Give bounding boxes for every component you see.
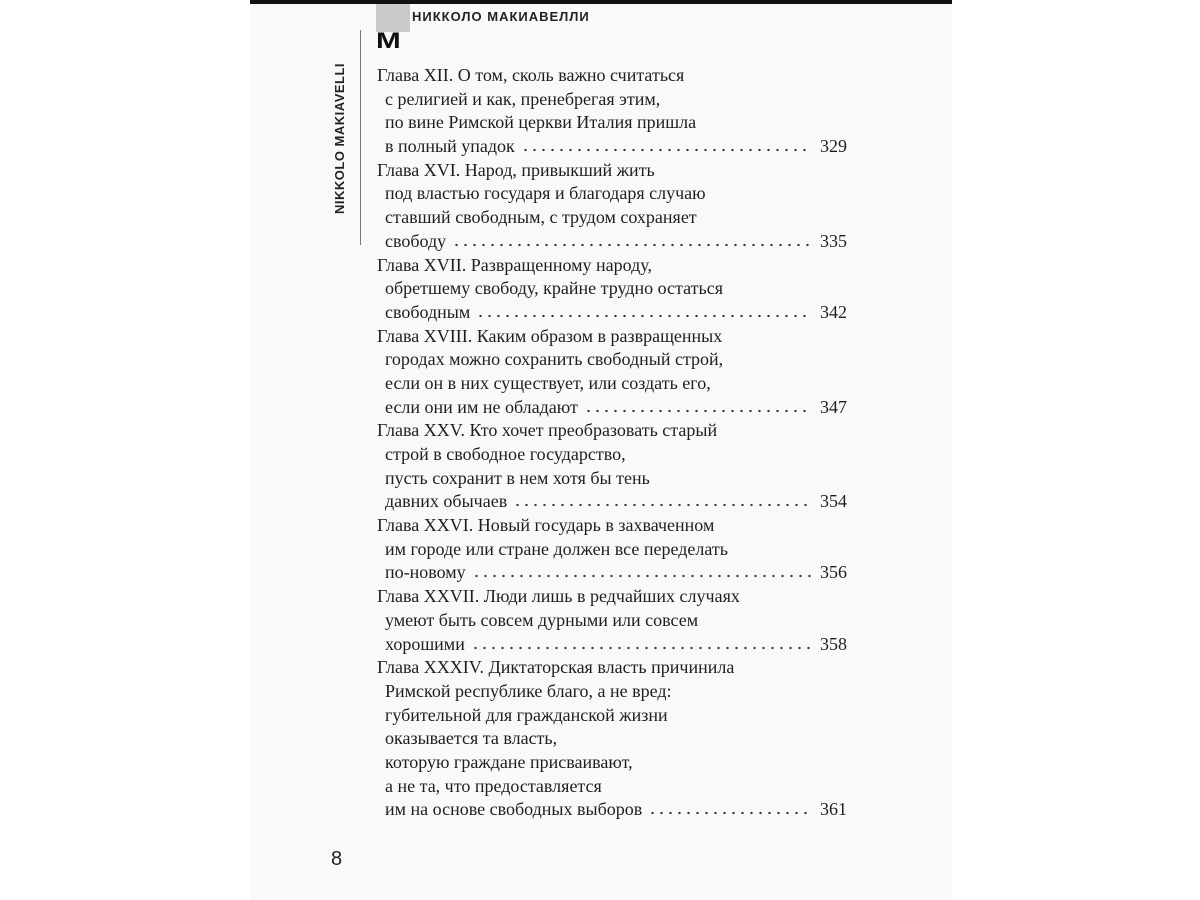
toc-line-text: им на основе свободных выборов bbox=[385, 799, 643, 820]
toc-entry-line bbox=[377, 182, 847, 206]
toc-line-text: Глава XXV. Кто хочет преобразовать старый bbox=[377, 420, 718, 441]
toc-line-text: Глава XXVI. Новый государь в захваченном bbox=[377, 515, 715, 536]
dot-leader bbox=[648, 811, 812, 815]
toc-line-text: губительной для гражданской жизни bbox=[385, 704, 668, 725]
toc-entry-line bbox=[377, 490, 847, 514]
toc-entry-line bbox=[377, 798, 847, 822]
toc-entry bbox=[377, 514, 847, 585]
toc-page-number: 347 bbox=[820, 396, 847, 417]
toc-entry-line bbox=[377, 467, 847, 491]
toc-entry-line bbox=[377, 727, 847, 751]
toc-entry-line bbox=[377, 348, 847, 372]
toc-entry bbox=[377, 585, 847, 656]
toc-entry-heading-line bbox=[377, 159, 847, 183]
toc-entry-line bbox=[377, 561, 847, 585]
toc-page-number: 356 bbox=[820, 562, 847, 583]
dot-leader bbox=[513, 503, 812, 507]
page-number: 8 bbox=[331, 848, 343, 870]
toc-entry-line bbox=[377, 372, 847, 396]
toc-entry bbox=[377, 254, 847, 325]
toc-entry-line bbox=[377, 538, 847, 562]
toc-line-text: умеют быть совсем дурными или совсем bbox=[385, 609, 699, 630]
toc-entry-line bbox=[377, 230, 847, 254]
dot-leader bbox=[521, 148, 812, 152]
toc-line-text: с религией и как, пренебрегая этим, bbox=[385, 88, 661, 109]
toc-entry-heading-line bbox=[377, 585, 847, 609]
toc-entry-heading-line bbox=[377, 514, 847, 538]
toc-line-text: хорошими bbox=[385, 633, 465, 654]
toc-line-text: по-новому bbox=[385, 562, 466, 583]
toc-page-number: 361 bbox=[820, 799, 847, 820]
toc-page-number: 335 bbox=[820, 230, 847, 251]
toc-line-text: Глава XXXIV. Диктаторская власть причинила bbox=[377, 657, 735, 678]
toc-line-text: ставший свободным, с трудом сохраняет bbox=[385, 207, 697, 228]
spine-divider bbox=[360, 30, 361, 245]
toc-entry-line bbox=[377, 609, 847, 633]
top-rule bbox=[250, 0, 952, 4]
toc-line-text: по вине Римской церкви Италия пришла bbox=[385, 112, 697, 133]
toc-entry bbox=[377, 159, 847, 254]
toc-line-text: им городе или стране должен все переделать bbox=[385, 538, 728, 559]
toc-entry-line bbox=[377, 88, 847, 112]
toc-line-text: если они им не обладают bbox=[385, 396, 578, 417]
toc-entry-line bbox=[377, 751, 847, 775]
dot-leader bbox=[584, 409, 812, 413]
toc-entry-heading-line bbox=[377, 64, 847, 88]
running-head: НИККОЛО МАКИАВЕЛЛИ bbox=[412, 9, 590, 24]
toc-line-text: давних обычаев bbox=[385, 491, 508, 512]
table-of-contents bbox=[377, 64, 847, 822]
toc-entry-line bbox=[377, 443, 847, 467]
toc-entry-line bbox=[377, 135, 847, 159]
toc-entry-heading-line bbox=[377, 325, 847, 349]
toc-entry-line bbox=[377, 206, 847, 230]
toc-entry-line bbox=[377, 680, 847, 704]
toc-line-text: пусть сохранит в нем хотя бы тень bbox=[385, 467, 650, 488]
toc-entry-line bbox=[377, 633, 847, 657]
toc-line-text: строй в свободное государство, bbox=[385, 444, 626, 464]
dot-leader bbox=[471, 646, 812, 650]
toc-entry-line bbox=[377, 277, 847, 301]
toc-line-text: оказывается та власть, bbox=[385, 728, 558, 749]
toc-entry-heading-line bbox=[377, 656, 847, 680]
toc-line-text: городах можно сохранить свободный строй, bbox=[385, 349, 724, 370]
toc-line-text: а не та, что предоставляется bbox=[385, 775, 602, 796]
toc-entry-line bbox=[377, 111, 847, 135]
toc-entry bbox=[377, 656, 847, 822]
toc-line-text: Глава XVIII. Каким образом в развращенных bbox=[377, 325, 723, 346]
toc-page-number: 329 bbox=[820, 136, 847, 157]
toc-line-text: в полный упадок bbox=[385, 136, 515, 157]
toc-entry-line bbox=[377, 775, 847, 799]
toc-entry-heading-line bbox=[377, 254, 847, 278]
toc-entry-heading-line bbox=[377, 419, 847, 443]
toc-page-number: 342 bbox=[820, 301, 847, 322]
logo-letter: M bbox=[376, 28, 401, 53]
toc-line-text: обретшему свободу, крайне трудно остаться bbox=[385, 278, 724, 299]
toc-line-text: которую граждане присваивают, bbox=[385, 751, 633, 772]
dot-leader bbox=[452, 243, 812, 247]
toc-page-number: 354 bbox=[820, 491, 847, 512]
toc-line-text: Глава XII. О том, сколь важно считаться bbox=[377, 65, 685, 85]
toc-line-text: Глава XVII. Развращенному народу, bbox=[377, 254, 652, 275]
toc-entry-line bbox=[377, 396, 847, 420]
dot-leader bbox=[476, 314, 812, 318]
toc-entry-line bbox=[377, 704, 847, 728]
toc-line-text: свободу bbox=[385, 230, 447, 251]
dot-leader bbox=[472, 574, 812, 578]
toc-page-number: 358 bbox=[820, 633, 847, 654]
toc-line-text: Глава XXVII. Люди лишь в редчайших случаях bbox=[377, 586, 740, 607]
toc-line-text: если он в них существует, или создать его, bbox=[385, 372, 711, 393]
toc-line-text: свободным bbox=[385, 301, 471, 322]
toc-entry-line bbox=[377, 301, 847, 325]
toc-entry bbox=[377, 325, 847, 420]
toc-line-text: Римской республике благо, а не вред: bbox=[385, 680, 672, 701]
toc-entry bbox=[377, 419, 847, 514]
toc-line-text: под властью государя и благодаря случаю bbox=[385, 183, 706, 204]
toc-line-text: Глава XVI. Народ, привыкший жить bbox=[377, 159, 655, 180]
spine-author-name: NIKKOLO MAKIAVELLI bbox=[332, 62, 347, 214]
toc-entry bbox=[377, 64, 847, 159]
